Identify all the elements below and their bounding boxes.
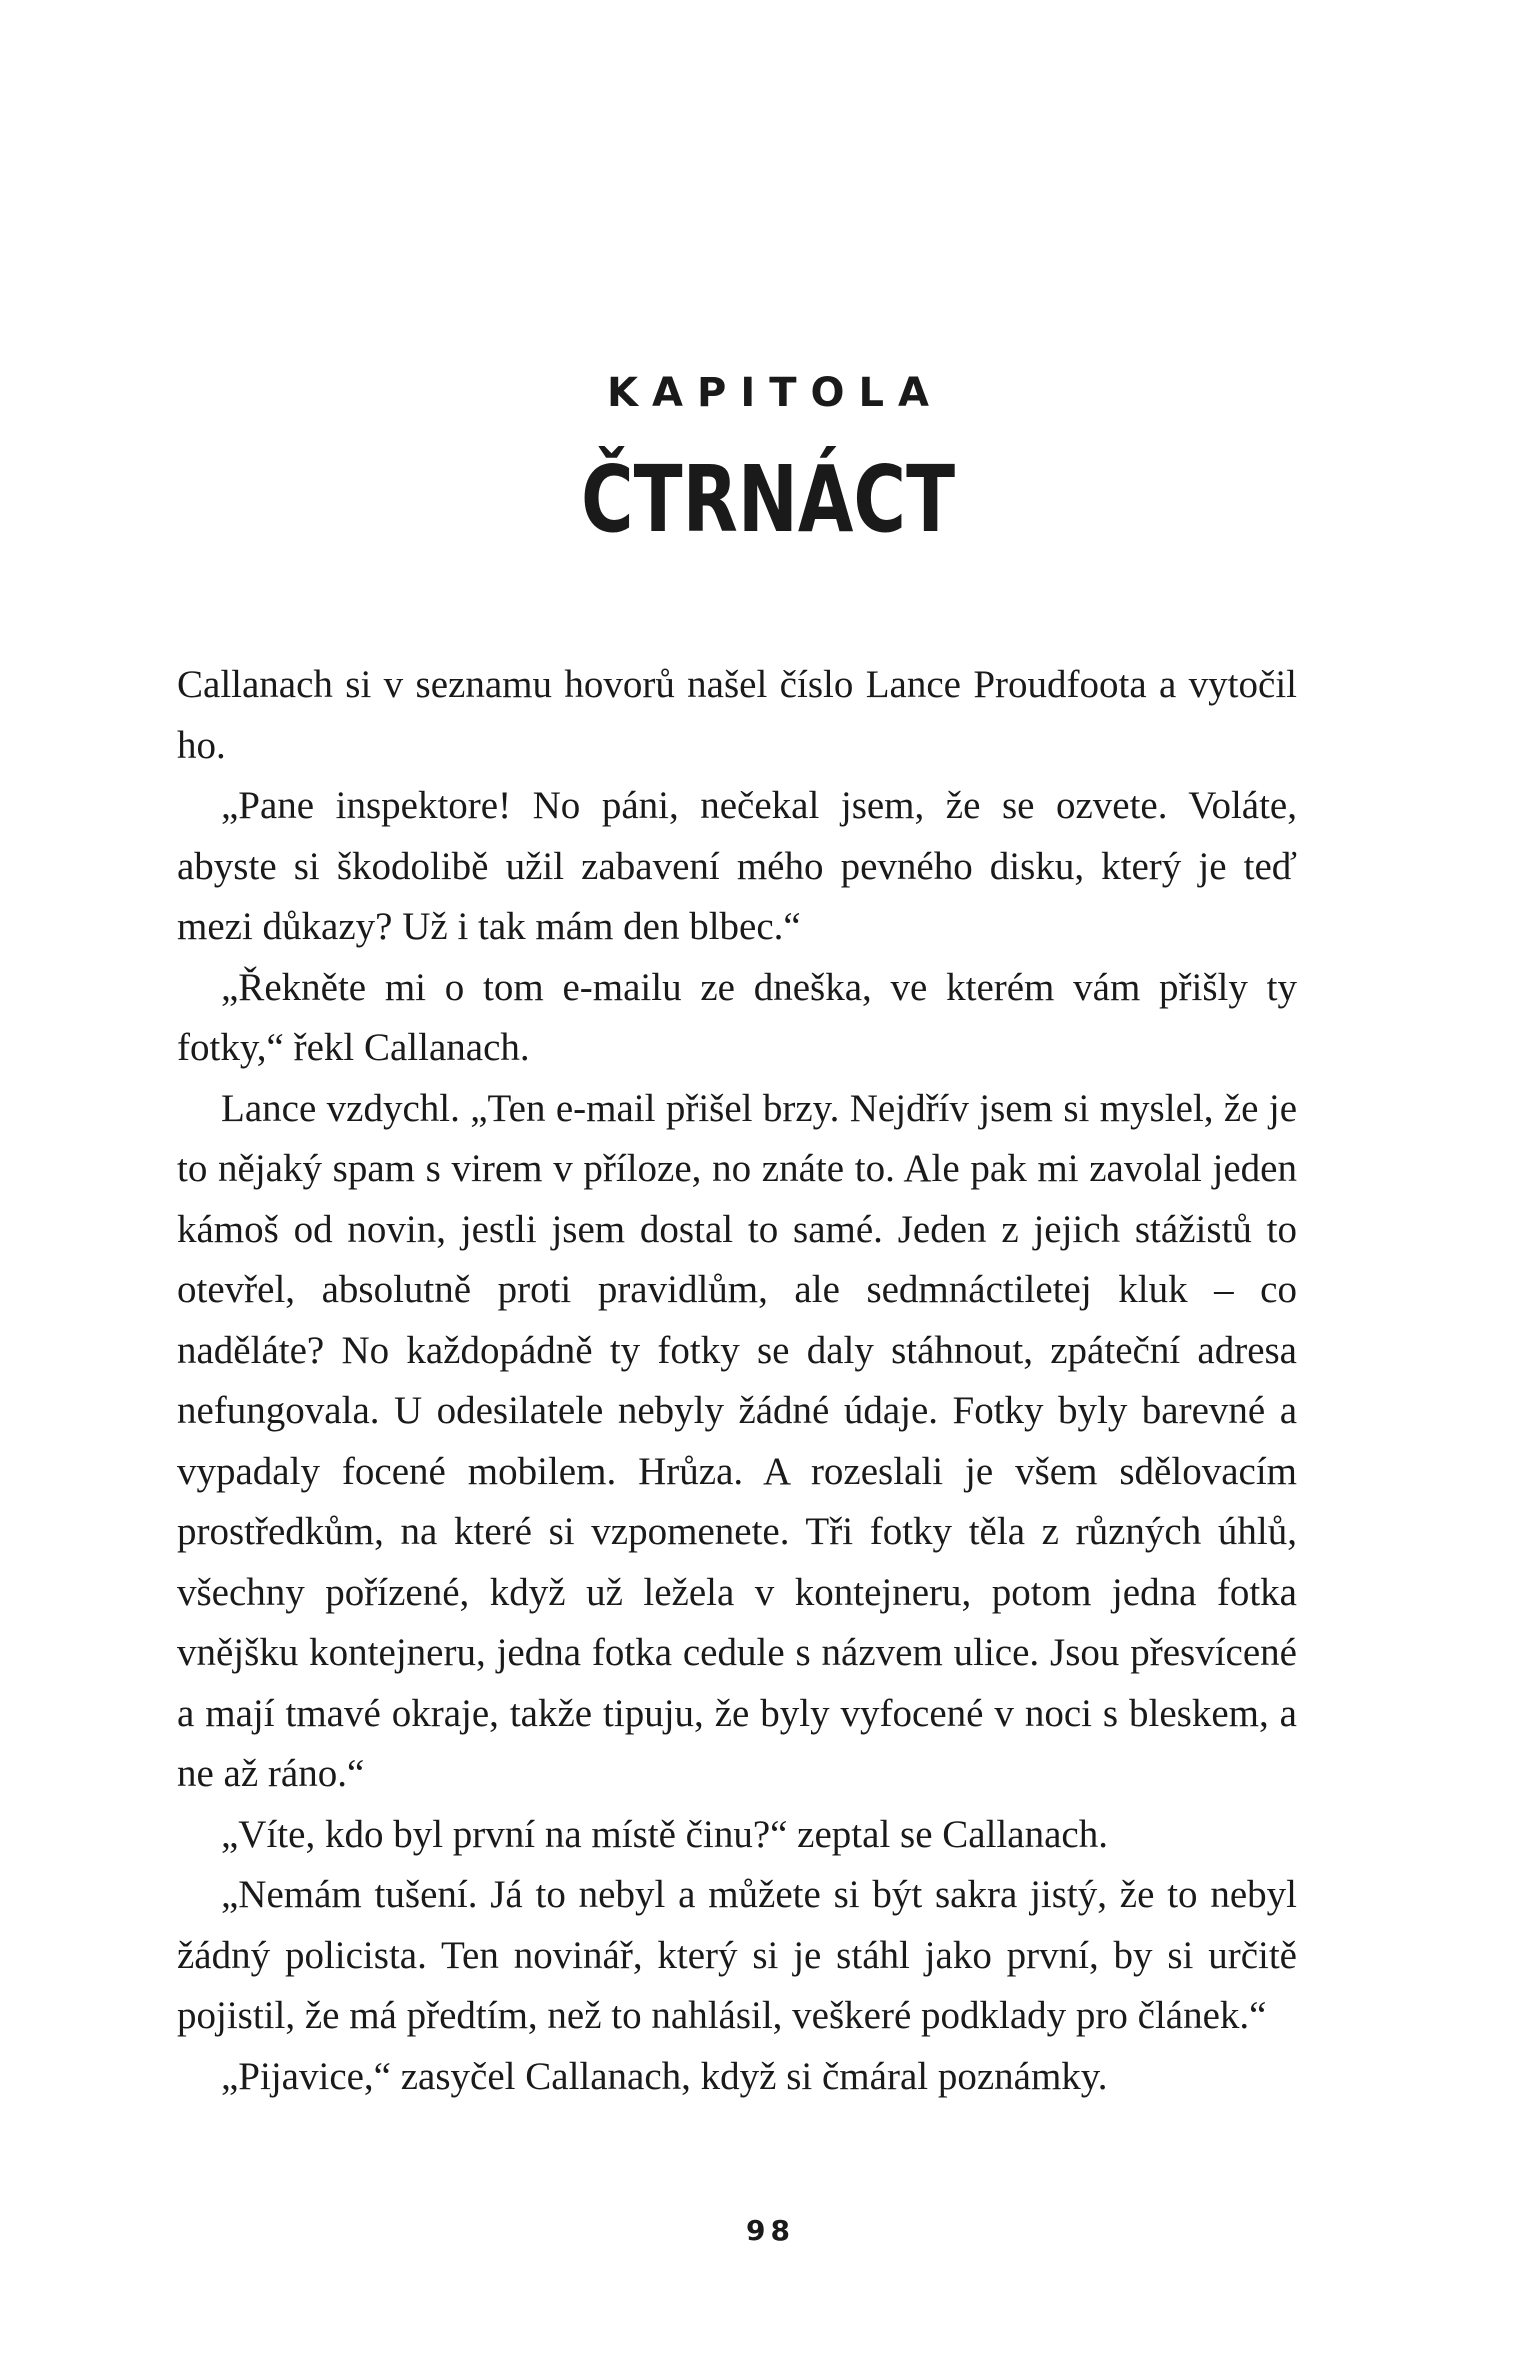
chapter-title: ČTRNÁCT (580, 446, 956, 553)
paragraph: „Pijavice,“ zasyčel Callanach, když si čmáral poznámky. (221, 2054, 1108, 2098)
chapter-body (177, 655, 1297, 2107)
paragraph: Lance vzdychl. „Ten e-mail přišel brzy. Nejdřív jsem si myslel, že je to nějaký spam s virem v příloze, no znáte to. Ale pak mi zavolal jeden kámoš od novin, jestli jsem dostal to samé. Jeden z jejich stážistů to otevřel, absolutně proti pravidlům, ale sedmnáctiletej kluk – co naděláte? No každopádně ty fotky se daly stáhnout, zpáteční adresa nefungovala. U odesilatele nebyly žádné údaje. Fotky byly barevné a vypadaly focené mobilem. Hrůza. A rozeslali je všem sdělovacím prostředkům, na které si vzpomenete. Tři fotky těla z různých úhlů, všechny pořízené, když už ležela v kontejneru, potom jedna fotka vnějšku kontejneru, jedna fotka cedule s názvem ulice. Jsou přesvícené a mají tmavé okraje, takže tipuju, že byly vyfocené v noci s bleskem, a ne až ráno.“ (177, 1086, 1297, 1795)
paragraph: Callanach si v seznamu hovorů našel číslo Lance Proudfoota a vytočil ho. (177, 663, 1297, 767)
paragraph: „Nemám tušení. Já to nebyl a můžete si být sakra jistý, že to nebyl žádný policista. Ten novinář, který si je stáhl jako první, by si určitě pojistil, že má předtím, než to nahlásil, veškeré podklady pro článek.“ (177, 1873, 1297, 2037)
paragraph: „Řekněte mi o tom e-mailu ze dneška, ve kterém vám přišly ty fotky,“ řekl Callanach. (177, 965, 1297, 1069)
paragraph: „Pane inspektore! No páni, nečekal jsem, že se ozvete. Voláte, abyste si škodolibě užil zabavení mého pevného disku, který je teď mezi důkazy? Už i tak mám den blbec.“ (177, 784, 1297, 948)
page-number: 98 (746, 2214, 795, 2247)
paragraph: „Víte, kdo byl první na místě činu?“ zeptal se Callanach. (221, 1812, 1108, 1856)
chapter-label: KAPITOLA (607, 370, 943, 416)
